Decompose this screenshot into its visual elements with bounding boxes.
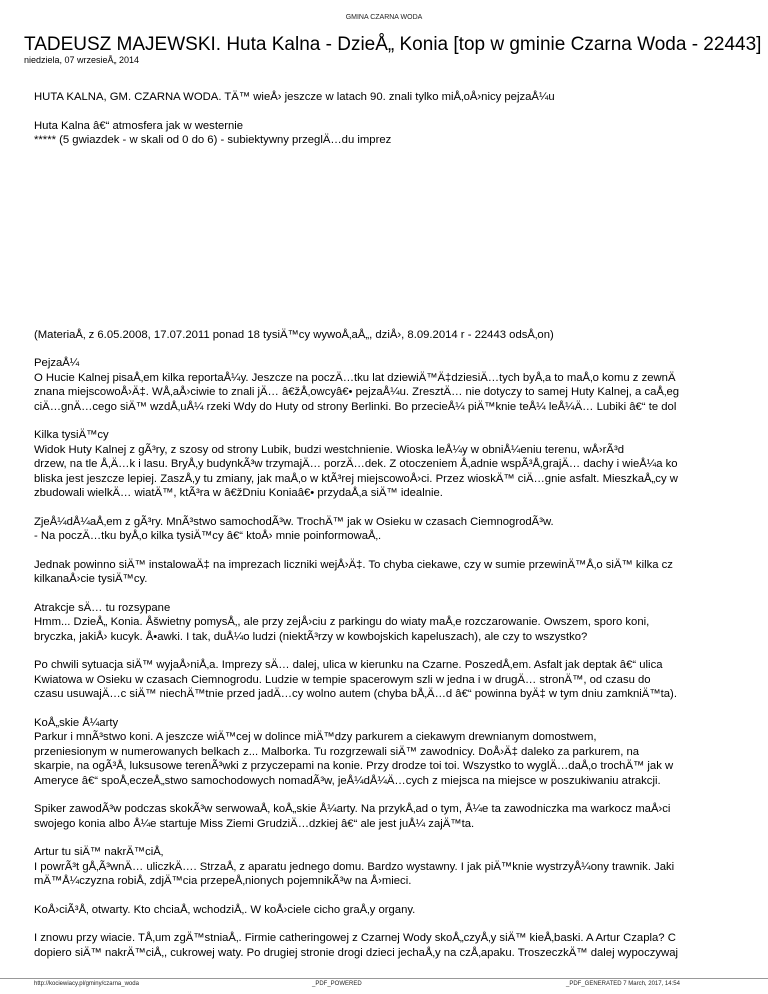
paragraph-line: znana miejscowoÅ›Ä‡. WÅ‚aÅ›ciwie to znali jÄ… â€žÅ‚owcyâ€• pejzaÅ¼u. ZresztÄ… nie dotyczy to samej Huty Kalnej, a caÅ‚eg [34, 386, 680, 398]
stats-line: (MateriaÅ‚ z 6.05.2008, 17.07.2011 ponad 18 tysiÄ™cy wywoÅ‚aÅ„, dziÅ›, 8.09.2014 r - 22443 odsÅ‚on) [34, 328, 554, 341]
footer-powered: _PDF_POWERED [312, 981, 362, 987]
paragraph-line: KoÅ›ciÃ³Å‚ otwarty. Kto chciaÅ‚ wchodziÅ‚. W koÅ›ciele cicho graÅ‚y organy. [34, 903, 416, 916]
paragraph-line: - Na poczÄ…tku byÅ‚o kilka tysiÄ™cy â€“ ktoÅ› mnie poinformowaÅ‚. [34, 530, 382, 542]
paragraph-line: PejzaÅ¼ [34, 357, 80, 369]
paragraph-line: drzew, na tle Å‚Ä…k i lasu. BryÅ‚y budynkÃ³w trzymajÄ… porzÄ…dek. Z otoczeniem Å‚adnie wspÃ³Å‚grajÄ… dachy i wieÅ¼a ko [34, 458, 678, 470]
paragraph-line: czasu usuwajÄ…c siÄ™ niechÄ™tnie przed jadÄ…cy wolno autem (chyba bÅ‚Ä…d â€“ powinna byÄ‡ w tym dniu zamkniÄ™ta). [34, 688, 677, 700]
paragraph-line: Parkur i mnÃ³stwo koni. A jeszcze wiÄ™cej w dolince miÄ™dzy parkurem a ciekawym drewnianym domostwem, [34, 731, 597, 743]
paragraph-line: Spiker zawodÃ³w podczas skokÃ³w serwowaÅ‚ koÅ„skie Å¼arty. Na przykÅ‚ad o tym, Å¼e ta zawodniczka ma warkocz maÅ›ci [34, 803, 671, 815]
document-header: GMINA CZARNA WODA [345, 14, 423, 21]
footer-generated: _PDF_GENERATED 7 March, 2017, 14:54 [566, 981, 680, 987]
paragraph-line: Ameryce â€“ spoÅ‚eczeÅ„stwo samochodowych nomadÃ³w, jeÅ¼dÅ¼Ä…cych z miejsca na miejsce w poszukiwaniu atrakcji. [34, 774, 661, 787]
paragraph-line: Widok Huty Kalnej z gÃ³ry, z szosy od strony Lubik, budzi westchnienie. Wioska leÅ¼y w obniÅ¼eniu terenu, wÅ›rÃ³d [34, 443, 624, 456]
paragraph-line: I powrÃ³t gÅ‚Ã³wnÄ… uliczkÄ…. StrzaÅ‚ z aparatu jednego domu. Bardzo wystawny. I jak piÄ™knie wystrzyÅ¼ony trawnik. Jaki [34, 860, 675, 873]
paragraph-line: Jednak powinno siÄ™ instalowaÄ‡ na imprezach liczniki wejÅ›Ä‡. To chyba ciekawe, czy w sumie przewinÄ™Å‚o siÄ™ kilka cz [34, 558, 673, 571]
footer-url-link[interactable]: http://kociewiacy.pl/gminy/czarna_woda [34, 981, 139, 987]
rating-line: ***** (5 gwiazdek - w skali od 0 do 6) - subiektywny przeglÄ…du imprez [34, 134, 392, 146]
article-title: TADEUSZ MAJEWSKI. Huta Kalna - DzieÅ„ Konia [top w gminie Czarna Woda - 22443] [24, 34, 762, 55]
paragraph-line: przeniesionym w numerowanych belkach z... Malborka. Tu rozgrzewali siÄ™ zawodnicy. DoÅ›Ä‡ daleko za parkurem, na [34, 745, 640, 758]
paragraph-line: Kwiatowa w Osieku w czasach Ciemnogrodu. Ludzie w tempie spacerowym szli w jedna i w drugÄ… stronÄ™, od czasu do [34, 673, 651, 686]
paragraph-line: skarpie, na ogÃ³Å‚ luksusowe terenÃ³wki z przyczepami na konie. Przy drodze toi toi. Wszystko to wyglÄ…daÅ‚o trochÄ™ jak w [34, 760, 674, 772]
image-placeholder [34, 148, 768, 328]
paragraph-line: zbudowali wielkÄ… wiatÄ™, ktÃ³ra w â€žDniu Koniaâ€• przydaÅ‚a siÄ™ idealnie. [34, 487, 443, 499]
paragraph-line: swojego konia albo Å¼e startuje Miss Ziemi GrudziÄ…dzkiej â€“ ale jest juÅ¼ zajÄ™ta. [34, 817, 475, 830]
lead-paragraph: HUTA KALNA, GM. CZARNA WODA. TÄ™ wieÅ› jeszcze w latach 90. znali tylko miÅ‚oÅ›nicy pejzaÅ¼u [34, 91, 555, 103]
paragraph-line: dopiero siÄ™ nakrÄ™ciÅ‚, cukrowej waty. Po drugiej stronie drogi dzieci jechaÅ‚y na czÅ‚apaku. TroszeczkÄ™ dalej wypoczywaj [34, 946, 678, 959]
paragraph-line: Kilka tysiÄ™cy [34, 429, 109, 441]
article-body [34, 90, 768, 960]
article-date: niedziela, 07 wrzesieÅ„ 2014 [24, 55, 140, 65]
paragraph-line: Artur tu siÄ™ nakrÄ™ciÅ‚ [34, 846, 164, 858]
rating-line: Huta Kalna â€“ atmosfera jak w westernie [34, 119, 244, 132]
paragraphs-container [34, 356, 768, 960]
paragraph-line: bliska jest jeszcze lepiej. ZaszÅ‚y tu zmiany, jak maÅ‚o w ktÃ³rej miejscowoÅ›ci. Przez wioskÄ™ ciÄ…gnie asfalt. MieszkaÅ„cy w [34, 472, 678, 485]
paragraph-line: mÄ™Å¼czyzna robiÅ‚ zdjÄ™cia przepeÅ‚nionych pojemnikÃ³w na Å›mieci. [34, 875, 412, 887]
paragraph-line: I znowu przy wiacie. TÅ‚um zgÄ™stniaÅ‚. Firmie catheringowej z Czarnej Wody skoÅ„czyÅ‚y siÄ™ kieÅ‚baski. A Artur Czapla? C [34, 932, 676, 944]
paragraph-line: bryczka, jakiÅ› kucyk. Å•awki. I tak, duÅ¼o ludzi (niektÃ³rzy w kowbojskich kapeluszach), ale czy to wszystko? [34, 630, 588, 643]
paragraph-line: KoÅ„skie Å¼arty [34, 716, 119, 729]
paragraph-line: Hmm... DzieÅ„ Konia. Åšwietny pomysÅ‚, ale przy zejÅ›ciu z parkingu do wiaty maÅ‚e rozczarowanie. Owszem, sporo koni, [34, 616, 650, 628]
paragraph-line: kilkanaÅ›cie tysiÄ™cy. [34, 573, 148, 585]
paragraph-line: ZjeÅ¼dÅ¼aÅ‚em z gÃ³ry. MnÃ³stwo samochodÃ³w. TrochÄ™ jak w Osieku w czasach CiemnogrodÃ³w. [34, 515, 554, 528]
paragraph-line: Atrakcje sÄ… tu rozsypane [34, 601, 171, 614]
paragraph-line: Po chwili sytuacja siÄ™ wyjaÅ›niÅ‚a. Imprezy sÄ… dalej, ulica w kierunku na Czarne. PoszedÅ‚em. Asfalt jak deptak â€“ ulica [34, 659, 663, 671]
paragraph-line: ciÄ…gnÄ…cego siÄ™ wzdÅ‚uÅ¼ rzeki Wdy do Huty od strony Berlinki. Bo przecieÅ¼ piÄ™knie teÅ¼ leÅ¼Ä… Lubiki â€“ te dol [34, 400, 677, 413]
paragraph-line: O Hucie Kalnej pisaÅ‚em kilka reportaÅ¼y. Jeszcze na poczÄ…tku lat dziewiÄ™Ä‡dziesiÄ…tych byÅ‚a to maÅ‚o komu z zewnÄ [34, 371, 676, 384]
document-footer [0, 978, 768, 991]
